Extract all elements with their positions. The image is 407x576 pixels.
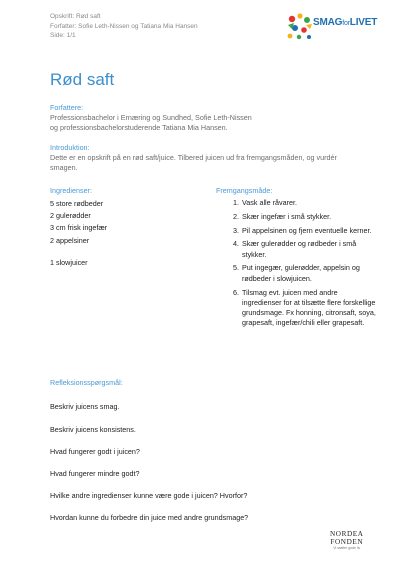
page-title: Rød saft xyxy=(50,70,115,89)
nordea-logo-line-1: NORDEA xyxy=(330,530,364,538)
ingredients-label: Ingredienser: xyxy=(50,186,92,195)
page-number: Side: 1/1 xyxy=(50,32,76,39)
reflection-question: Hvordan kunne du forbedre din juice med andre grundsmage? xyxy=(50,513,249,522)
reflection-section xyxy=(50,378,370,388)
nordea-logo-tagline: Vi støtter gode liv xyxy=(333,546,361,550)
reflection-question: Hvad fungerer godt i juicen? xyxy=(50,447,140,456)
document-header xyxy=(50,12,198,41)
method-section xyxy=(216,186,376,332)
list-item: 2 gulerødder xyxy=(50,211,91,221)
method-label: Fremgangsmåde: xyxy=(216,186,273,195)
recipe-name-meta: Opskrift: Rød saft xyxy=(50,13,101,20)
list-item: 2. Skær ingefær i små stykker. xyxy=(241,212,376,222)
reflection-question: Hvad fungerer mindre godt? xyxy=(50,469,140,478)
reflection-question: Hvilke andre ingredienser kunne være gode i juicen? Hvorfor? xyxy=(50,491,248,500)
nordea-logo-line-2: FONDEN xyxy=(330,537,364,546)
equipment-item: 1 slowjuicer xyxy=(50,257,88,267)
list-item: 2 appelsiner xyxy=(50,235,90,245)
intro-label: Introduktion: xyxy=(50,143,90,152)
list-item: 5 store rødbeder xyxy=(50,199,104,208)
logo-wordmark: SMAGforLIVET xyxy=(313,17,378,28)
author-meta: Forfatter: Sofie Leth-Nissen og Tatiana Mia Hansen xyxy=(50,22,198,30)
authors-line-2: og professionsbachelorstuderende Tatiana Mia Hansen. xyxy=(50,123,228,132)
list-item: 4. Skær gulerødder og rødbeder i små stykker. xyxy=(241,239,376,260)
method-steps-list xyxy=(216,198,376,329)
ingredients-list xyxy=(50,198,200,269)
ingredients-section xyxy=(50,186,200,269)
reflection-label: Refleksionsspørgsmål: xyxy=(50,378,123,387)
authors-section xyxy=(50,103,252,133)
reflection-question: Beskriv juicens konsistens. xyxy=(50,425,136,434)
list-item: 6. Tilsmag evt. juicen med andre ingredienser for at tilsætte flere forskellige grundsmage. Fx honning, citronsaft, soya, grapesaft, ingefær/chili eller grapesaft. xyxy=(241,288,376,329)
intro-line-2: smagen. xyxy=(50,163,78,172)
intro-line-1: Dette er en opskrift på en rød saft/juice. Tilbered juicen ud fra fremgangsmåden, og vurdér xyxy=(50,153,337,162)
list-item: 1. Vask alle råvarer. xyxy=(241,198,376,208)
nordea-fonden-logo xyxy=(330,531,364,551)
list-item: 3 cm frisk ingefær xyxy=(50,223,108,233)
reflection-question: Beskriv juicens smag. xyxy=(50,402,120,411)
list-item: 3. Pil appelsinen og fjern eventuelle kerner. xyxy=(241,226,376,236)
intro-section xyxy=(50,143,337,173)
authors-line-1: Professionsbachelor i Ernæring og Sundhed, Sofie Leth-Nissen xyxy=(50,113,252,122)
authors-label: Forfattere: xyxy=(50,103,84,112)
list-item: 5. Put ingegær, gulerødder, appelsin og rødbeder i slowjuicen. xyxy=(241,263,376,284)
